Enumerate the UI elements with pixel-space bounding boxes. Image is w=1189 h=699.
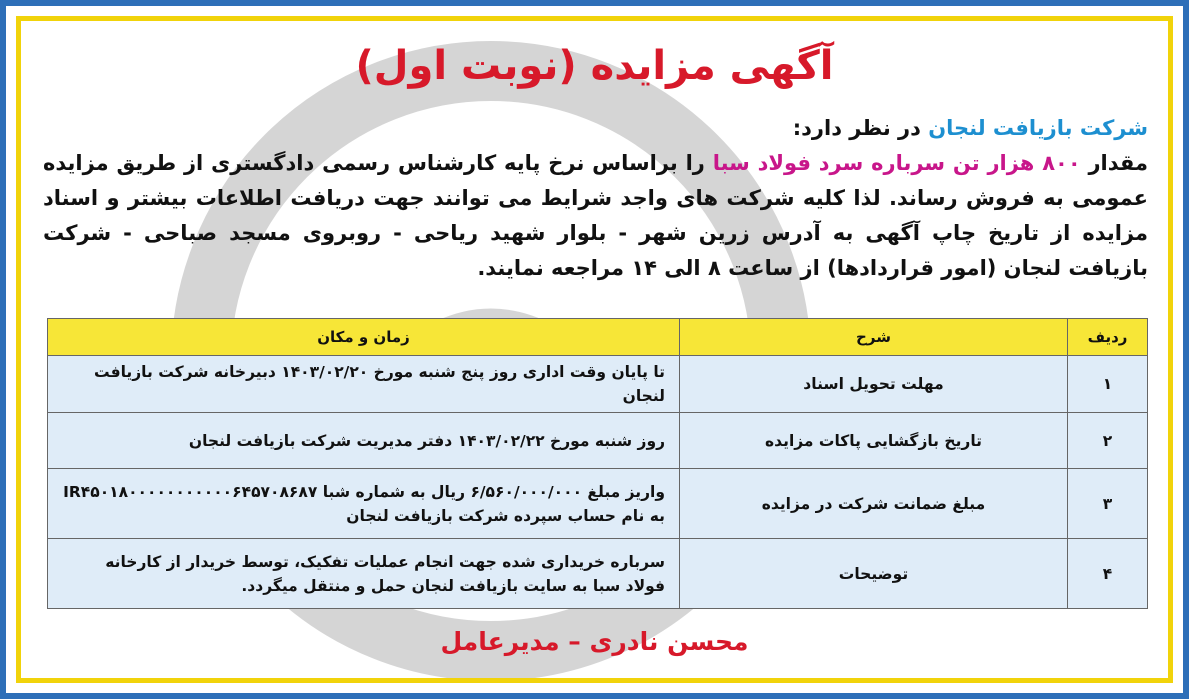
table-row	[48, 539, 1148, 609]
row-description: توضیحات	[680, 539, 1068, 609]
row-time-place: واریز مبلغ ۶/۵۶۰/۰۰۰/۰۰۰ ریال به شماره شبا IR۴۵۰۱۸۰۰۰۰۰۰۰۰۰۰۰۶۴۵۷۰۸۶۸۷ به نام حساب سپرده شرکت بازیافت لنجان	[48, 469, 680, 539]
row-description: مبلغ ضمانت شرکت در مزایده	[680, 469, 1068, 539]
row-number: ۳	[1068, 469, 1148, 539]
header-row-number: ردیف	[1068, 319, 1148, 356]
table-row	[48, 356, 1148, 413]
auction-amount: ۸۰۰ هزار تن سرباره سرد فولاد سبا	[712, 151, 1081, 175]
row-time-place: سرباره خریداری شده جهت انجام عملیات تفکیک، توسط خریدار از کارخانه فولاد سبا به سایت بازیافت لنجان حمل و منتقل میگردد.	[48, 539, 680, 609]
table-header-row	[48, 319, 1148, 356]
inner-frame	[16, 16, 1173, 683]
row-description: تاریخ بازگشایی پاکات مزایده	[680, 413, 1068, 469]
signature: محسن نادری – مدیرعامل	[440, 627, 749, 656]
row-number: ۲	[1068, 413, 1148, 469]
row-number: ۱	[1068, 356, 1148, 413]
table-row	[48, 413, 1148, 469]
header-description: شرح	[680, 319, 1068, 356]
ad-content	[21, 21, 1168, 678]
intro-suffix: در نظر دارد:	[792, 116, 929, 140]
ad-title: آگهی مزایده (نوبت اول)	[355, 43, 834, 89]
row-number: ۴	[1068, 539, 1148, 609]
company-name: شرکت بازیافت لنجان	[928, 116, 1148, 140]
row-time-place: تا پایان وقت اداری روز پنج شنبه مورخ ۱۴۰۳/۰۲/۲۰ دبیرخانه شرکت بازیافت لنجان	[48, 356, 680, 413]
table-row	[48, 469, 1148, 539]
line2-prefix: مقدار	[1080, 151, 1148, 175]
auction-schedule-table	[47, 318, 1148, 609]
row-description: مهلت تحویل اسناد	[680, 356, 1068, 413]
header-time-place: زمان و مکان	[48, 319, 680, 356]
row-time-place: روز شنبه مورخ ۱۴۰۳/۰۲/۲۲ دفتر مدیریت شرکت بازیافت لنجان	[48, 413, 680, 469]
ad-body-text: را براساس نرخ پایه کارشناس رسمی دادگستری از طریق مزایده عمومی به فروش رساند. لذا کلیه شرکت های واجد شرایط می توانند جهت دریافت اطلاعات بیشتر و اسناد مزایده از تاریخ چاپ آگهی به آدرس زرین شهر - بلوار شهید ریاحی - روبروی مسجد صباحی - شرکت بازیافت لنجان (امور قراردادها) از ساعت ۸ الی ۱۴ مراجعه نمایند.	[43, 151, 1148, 280]
ad-intro-paragraph	[43, 111, 1148, 286]
